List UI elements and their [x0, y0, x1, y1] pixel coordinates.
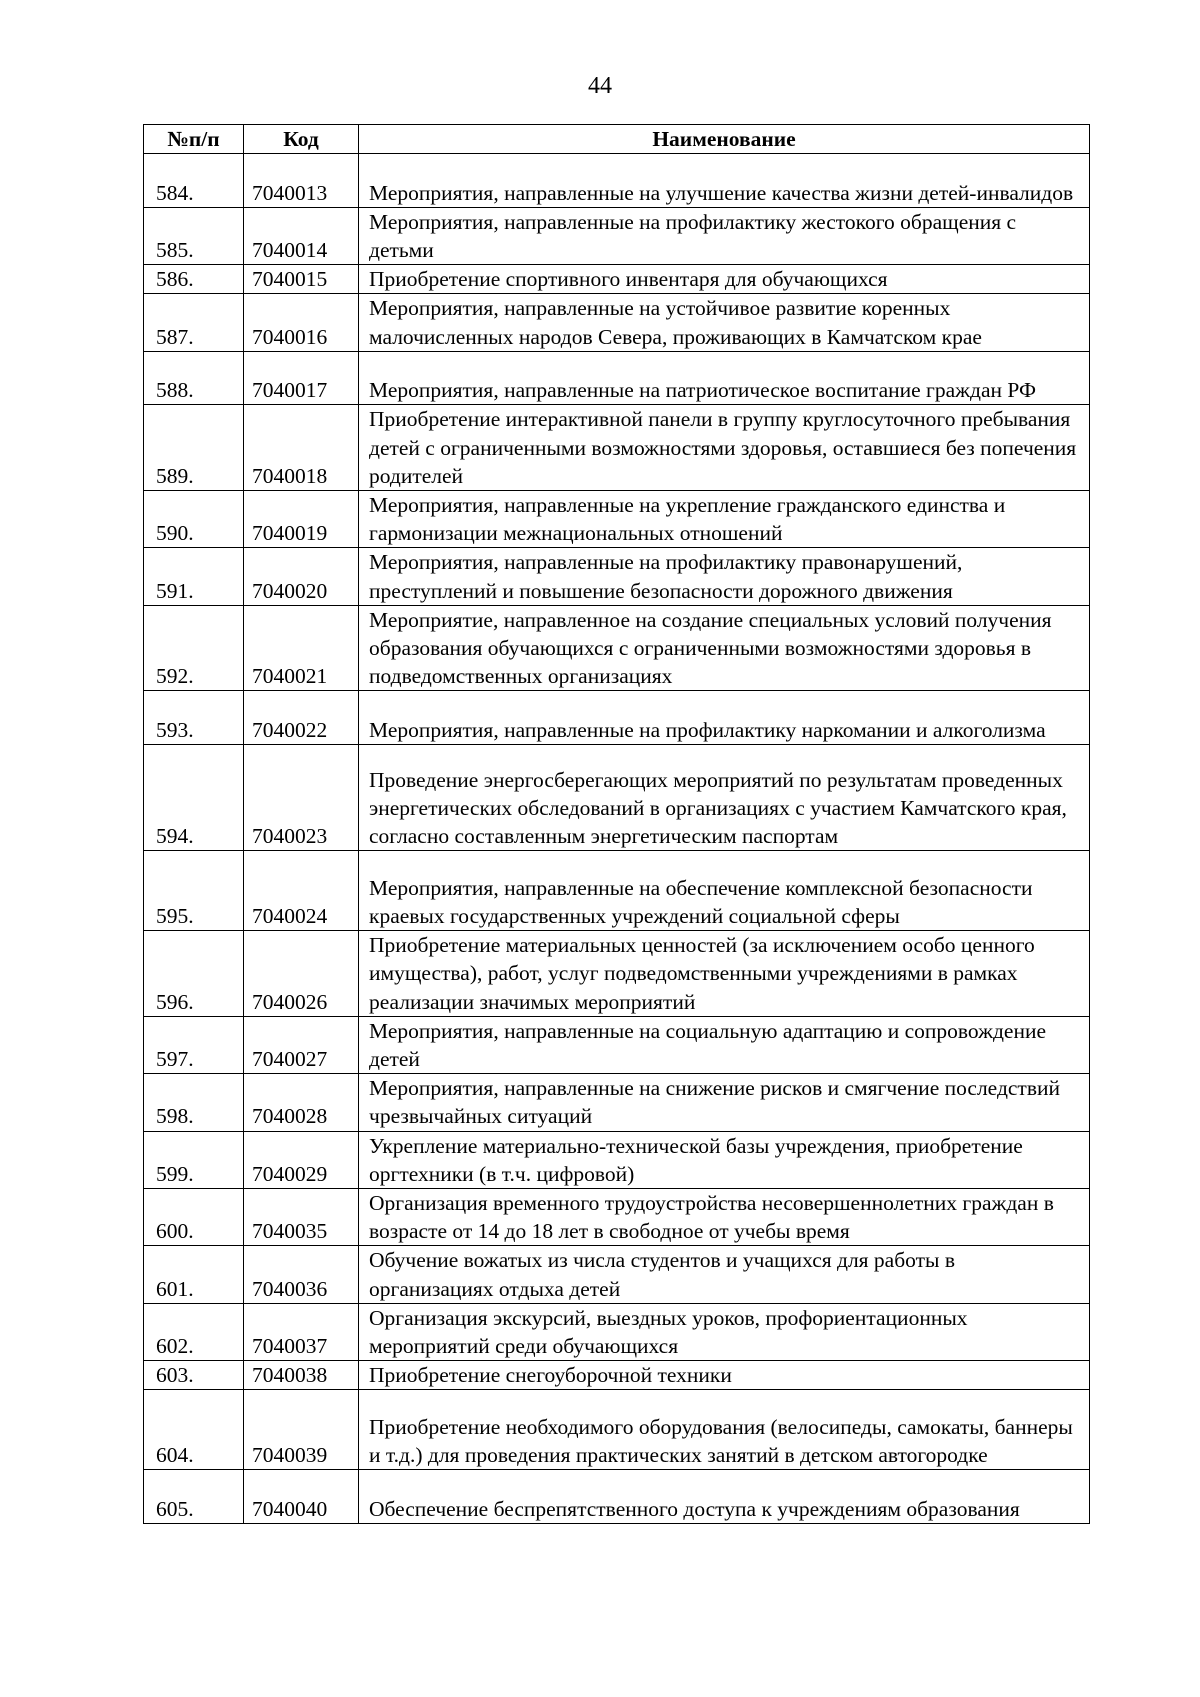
row-name: Мероприятия, направленные на социальную адаптацию и сопровождение детей: [359, 1016, 1090, 1073]
row-code: 7040039: [244, 1390, 359, 1470]
row-name: Организация временного трудоустройства несовершеннолетних граждан в возрасте от 14 до 18 лет в свободное от учебы время: [359, 1188, 1090, 1245]
table-body: [144, 154, 1090, 1524]
table-row: [144, 851, 1090, 931]
table-row: [144, 931, 1090, 1017]
row-code: 7040026: [244, 931, 359, 1017]
row-code: 7040013: [244, 154, 359, 208]
table-row: [144, 1016, 1090, 1073]
row-name: Мероприятия, направленные на патриотическое воспитание граждан РФ: [359, 351, 1090, 405]
row-number: 598.: [144, 1074, 244, 1131]
table-row: [144, 154, 1090, 208]
row-name: Организация экскурсий, выездных уроков, профориентационных мероприятий среди обучающихся: [359, 1303, 1090, 1360]
table-row: [144, 605, 1090, 691]
row-number: 604.: [144, 1390, 244, 1470]
row-name: Мероприятия, направленные на обеспечение комплексной безопасности краевых государственных учреждений социальной сферы: [359, 851, 1090, 931]
table-row: [144, 548, 1090, 605]
row-number: 596.: [144, 931, 244, 1017]
row-code: 7040021: [244, 605, 359, 691]
header-name: Наименование: [359, 125, 1090, 154]
row-name: Приобретение снегоуборочной техники: [359, 1361, 1090, 1390]
row-code: 7040015: [244, 265, 359, 294]
row-name: Мероприятия, направленные на устойчивое развитие коренных малочисленных народов Севера, проживающих в Камчатском крае: [359, 294, 1090, 351]
row-number: 585.: [144, 207, 244, 264]
row-name: Приобретение необходимого оборудования (велосипеды, самокаты, баннеры и т.д.) для проведения практических занятий в детском автогородке: [359, 1390, 1090, 1470]
page-number: 44: [588, 73, 612, 99]
row-name: Проведение энергосберегающих мероприятий по результатам проведенных энергетических обследований в организациях с участием Камчатского края, согласно составленным энергетическим паспортам: [359, 745, 1090, 851]
table-row: [144, 1131, 1090, 1188]
row-number: 590.: [144, 491, 244, 548]
row-code: 7040023: [244, 745, 359, 851]
header-code: Код: [244, 125, 359, 154]
row-name: Приобретение материальных ценностей (за исключением особо ценного имущества), работ, услуг подведомственными учреждениями в рамках реализации значимых мероприятий: [359, 931, 1090, 1017]
row-name: Мероприятия, направленные на профилактику жестокого обращения с детьми: [359, 207, 1090, 264]
table-row: [144, 1074, 1090, 1131]
row-code: 7040035: [244, 1188, 359, 1245]
row-code: 7040027: [244, 1016, 359, 1073]
table-header: [144, 125, 1090, 154]
row-name: Мероприятие, направленное на создание специальных условий получения образования обучающихся с ограниченными возможностями здоровья в подведомственных организациях: [359, 605, 1090, 691]
table-row: [144, 207, 1090, 264]
row-name: Укрепление материально-технической базы учреждения, приобретение оргтехники (в т.ч. цифровой): [359, 1131, 1090, 1188]
table-row: [144, 691, 1090, 745]
row-name: Мероприятия, направленные на профилактику наркомании и алкоголизма: [359, 691, 1090, 745]
row-code: 7040017: [244, 351, 359, 405]
row-number: 593.: [144, 691, 244, 745]
row-name: Обучение вожатых из числа студентов и учащихся для работы в организациях отдыха детей: [359, 1246, 1090, 1303]
row-name: Приобретение интерактивной панели в группу круглосуточного пребывания детей с ограниченными возможностями здоровья, оставшиеся без попечения родителей: [359, 405, 1090, 491]
header-number: №п/п: [144, 125, 244, 154]
row-name: Обеспечение беспрепятственного доступа к учреждениям образования: [359, 1470, 1090, 1524]
row-code: 7040028: [244, 1074, 359, 1131]
row-code: 7040022: [244, 691, 359, 745]
table-row: [144, 351, 1090, 405]
row-number: 588.: [144, 351, 244, 405]
row-code: 7040016: [244, 294, 359, 351]
row-number: 591.: [144, 548, 244, 605]
table-row: [144, 405, 1090, 491]
row-number: 600.: [144, 1188, 244, 1245]
row-code: 7040038: [244, 1361, 359, 1390]
row-number: 605.: [144, 1470, 244, 1524]
row-number: 603.: [144, 1361, 244, 1390]
row-name: Мероприятия, направленные на укрепление гражданского единства и гармонизации межнациональных отношений: [359, 491, 1090, 548]
row-number: 599.: [144, 1131, 244, 1188]
table-row: [144, 1246, 1090, 1303]
codes-table: [143, 124, 1090, 1524]
row-number: 594.: [144, 745, 244, 851]
table-row: [144, 491, 1090, 548]
row-code: 7040018: [244, 405, 359, 491]
row-number: 595.: [144, 851, 244, 931]
table-row: [144, 1188, 1090, 1245]
row-number: 589.: [144, 405, 244, 491]
row-number: 587.: [144, 294, 244, 351]
row-code: 7040037: [244, 1303, 359, 1360]
row-name: Приобретение спортивного инвентаря для обучающихся: [359, 265, 1090, 294]
row-number: 592.: [144, 605, 244, 691]
row-code: 7040029: [244, 1131, 359, 1188]
row-code: 7040040: [244, 1470, 359, 1524]
table-row: [144, 1470, 1090, 1524]
row-number: 597.: [144, 1016, 244, 1073]
row-code: 7040020: [244, 548, 359, 605]
row-code: 7040024: [244, 851, 359, 931]
table-row: [144, 1303, 1090, 1360]
table-row: [144, 265, 1090, 294]
table-row: [144, 745, 1090, 851]
row-name: Мероприятия, направленные на снижение рисков и смягчение последствий чрезвычайных ситуаций: [359, 1074, 1090, 1131]
row-number: 584.: [144, 154, 244, 208]
table-row: [144, 294, 1090, 351]
row-name: Мероприятия, направленные на улучшение качества жизни детей-инвалидов: [359, 154, 1090, 208]
row-code: 7040014: [244, 207, 359, 264]
row-name: Мероприятия, направленные на профилактику правонарушений, преступлений и повышение безопасности дорожного движения: [359, 548, 1090, 605]
row-number: 601.: [144, 1246, 244, 1303]
row-code: 7040036: [244, 1246, 359, 1303]
row-code: 7040019: [244, 491, 359, 548]
row-number: 586.: [144, 265, 244, 294]
table-row: [144, 1361, 1090, 1390]
row-number: 602.: [144, 1303, 244, 1360]
table-row: [144, 1390, 1090, 1470]
table-header-row: [144, 125, 1090, 154]
